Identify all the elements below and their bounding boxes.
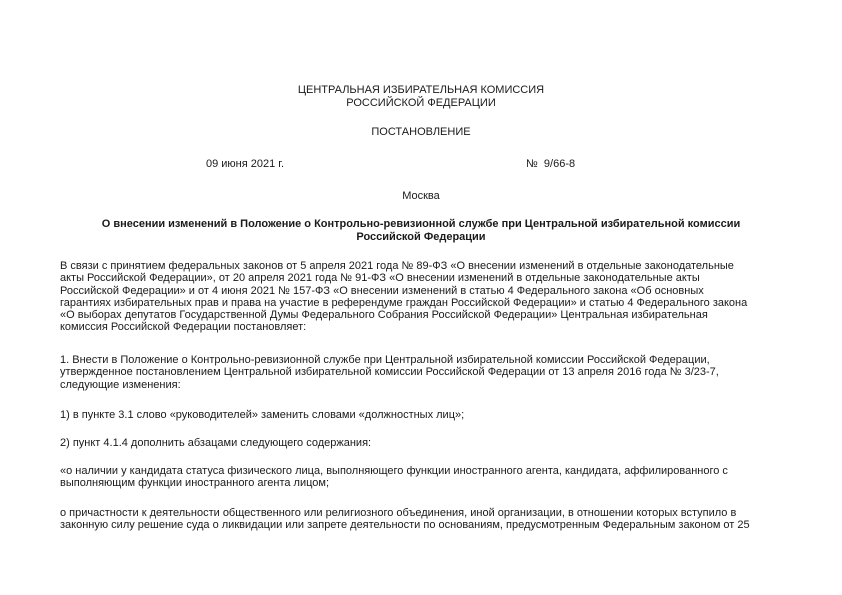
text-line: следующие изменения: [60,378,181,391]
issuing-organization [0,84,842,110]
document-date: 09 июня 2021 г. [206,158,285,170]
text-line: законную силу решение суда о ликвидации или запрете деятельности по основаниям, предусмотренным Федеральным законом от 25 [60,519,750,532]
paragraph-quote-foreign-agent [60,465,790,490]
text-line: 1) в пункте 3.1 слово «руководителей» заменить словами «должностных лиц»; [60,409,465,421]
text-line: гарантиях избирательных прав и права на участие в референдуме граждан Российской Федерации» и статью 4 Федерального закона [60,296,748,309]
organization-line-2: РОССИЙСКОЙ ФЕДЕРАЦИИ [346,97,496,109]
text-line: комиссия Российской Федерации постановляет: [60,321,307,334]
organization-line-1: ЦЕНТРАЛЬНАЯ ИЗБИРАТЕЛЬНАЯ КОМИССИЯ [297,84,545,96]
text-line: В связи с принятием федеральных законов от 5 апреля 2021 года № 89-ФЗ «О внесении изменений в отдельные законодательные [60,260,734,272]
text-line: акты Российской Федерации», от 20 апреля 2021 года № 91-ФЗ «О внесении изменений в отдельные законодательные акты [60,272,700,285]
text-line: о причастности к деятельности общественного или религиозного объединения, иной организации, в отношении которых вступило в [60,507,737,519]
text-line: 2) пункт 4.1.4 дополнить абзацами следующего содержания: [60,437,372,449]
text-line: Российской Федерации» и от 4 июня 2021 № 157-ФЗ «О внесении изменений в статью 4 Федерального закона «Об основных [60,284,704,297]
document-city: Москва [402,190,440,202]
text-line: выполняющим функции иностранного агента лицом; [60,477,330,490]
paragraph-item-1 [60,354,790,391]
text-line: 1. Внести в Положение о Контрольно-ревизионной службе при Центральной избирательной комиссии Российской Федерации, [60,354,710,366]
document-type: ПОСТАНОВЛЕНИЕ [371,126,471,138]
text-line: утвержденное постановлением Центральной избирательной комиссии Российской Федерации от 13 апреля 2016 года № 3/23-7, [60,366,719,379]
title-line-1: О внесении изменений в Положение о Контрольно-ревизионной службе при Центральной избирательной комиссии [101,218,741,230]
document-number: № 9/66-8 [526,158,576,170]
document-title [60,218,782,243]
paragraph-subitem-1 [60,409,790,421]
paragraph-subitem-2 [60,437,790,449]
title-line-2: Российской Федерации [356,230,486,243]
text-line: «О выборах депутатов Государственной Думы Федерального Собрания Российской Федерации» Центральная избирательная [60,309,708,322]
paragraph-quote-organization [60,507,790,532]
paragraph-preamble [60,260,790,334]
text-line: «о наличии у кандидата статуса физического лица, выполняющего функции иностранного агента, кандидата, аффилированного с [60,465,728,477]
